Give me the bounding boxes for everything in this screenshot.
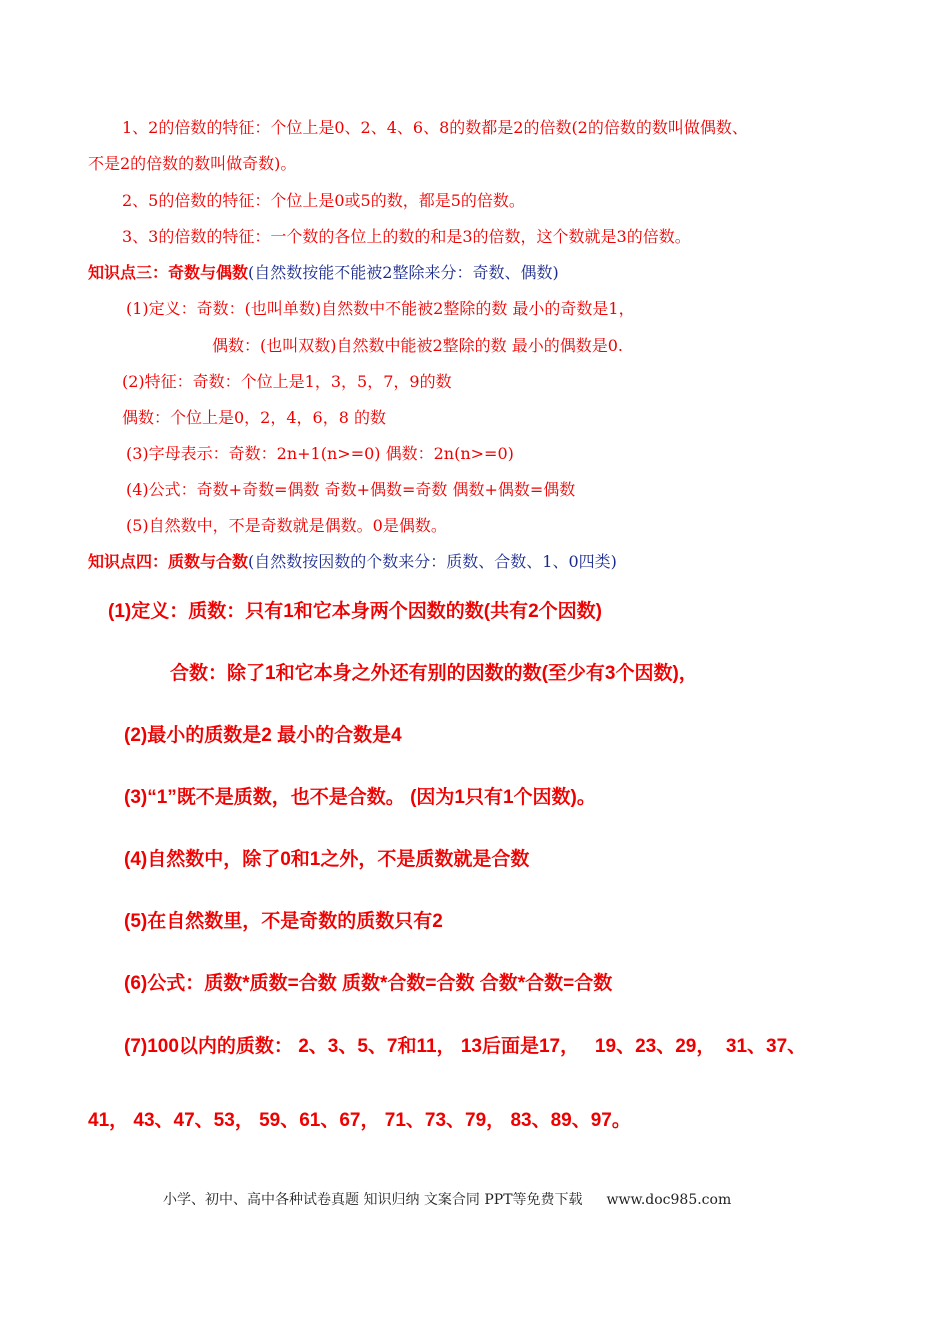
- section4-heading-line: [88, 554, 617, 570]
- rule-multiple-of-3: 3、3的倍数的特征：一个数的各位上的数的和是3的倍数，这个数就是3的倍数。: [122, 227, 691, 246]
- odd-feature: (2)特征：奇数：个位上是1，3，5，7，9的数: [122, 372, 452, 391]
- odd-even-note: (5)自然数中，不是奇数就是偶数。0是偶数。: [126, 516, 447, 535]
- footer: [163, 1193, 731, 1207]
- natural-number-note: (4)自然数中，除了0和1之外，不是质数就是合数: [124, 849, 530, 870]
- section4-heading: 知识点四：质数与合数: [88, 552, 249, 571]
- even-prime-note: (5)在自然数里，不是奇数的质数只有2: [124, 911, 443, 932]
- rule-multiple-of-2-line2: 不是2的倍数的数叫做奇数)。: [88, 154, 297, 173]
- section3-heading: 知识点三：奇数与偶数: [88, 263, 249, 282]
- composite-definition: 合数：除了1和它本身之外还有别的因数的数(至少有3个因数)，: [170, 663, 698, 684]
- rule-multiple-of-5: 2、5的倍数的特征：个位上是0或5的数，都是5的倍数。: [122, 191, 525, 210]
- even-feature: 偶数：个位上是0，2，4，6，8 的数: [122, 408, 386, 427]
- rule-multiple-of-2-line1: 1、2的倍数的特征：个位上是0、2、4、6、8的数都是2的倍数(2的倍数的数叫做偶数、: [122, 118, 748, 137]
- one-neither-note: (3)“1”既不是质数，也不是合数。 (因为1只有1个因数)。: [124, 787, 596, 808]
- section3-heading-line: [88, 265, 559, 281]
- prime-composite-formula: (6)公式：质数*质数=合数 质数*合数=合数 合数*合数=合数: [124, 973, 613, 994]
- footer-text: 小学、初中、高中各种试卷真题 知识归纳 文案合同 PPT等免费下载: [163, 1192, 583, 1208]
- primes-under-100-line2: 41， 43、47、53， 59、61、67， 71、73、79， 83、89、97。: [88, 1110, 631, 1131]
- odd-even-formula: (4)公式：奇数+奇数=偶数 奇数+偶数=奇数 偶数+偶数=偶数: [126, 480, 576, 499]
- section4-subtitle: (自然数按因数的个数来分：质数、合数、1、0四类): [248, 552, 617, 571]
- primes-under-100-line1: (7)100以内的质数： 2、3、5、7和11， 13后面是17， 19、23、29， 31、37、: [124, 1036, 807, 1057]
- even-definition: 偶数：(也叫双数)自然数中能被2整除的数 最小的偶数是0.: [212, 336, 624, 355]
- letter-representation: (3)字母表示：奇数：2n+1(n>=0) 偶数：2n(n>=0): [126, 444, 514, 463]
- odd-definition: (1)定义：奇数：(也叫单数)自然数中不能被2整除的数 最小的奇数是1，: [126, 299, 635, 318]
- smallest-prime-composite: (2)最小的质数是2 最小的合数是4: [124, 725, 402, 746]
- prime-definition: (1)定义：质数：只有1和它本身两个因数的数(共有2个因数): [108, 601, 603, 622]
- section3-subtitle: (自然数按能不能被2整除来分：奇数、偶数): [248, 263, 559, 282]
- footer-url: www.doc985.com: [606, 1192, 732, 1208]
